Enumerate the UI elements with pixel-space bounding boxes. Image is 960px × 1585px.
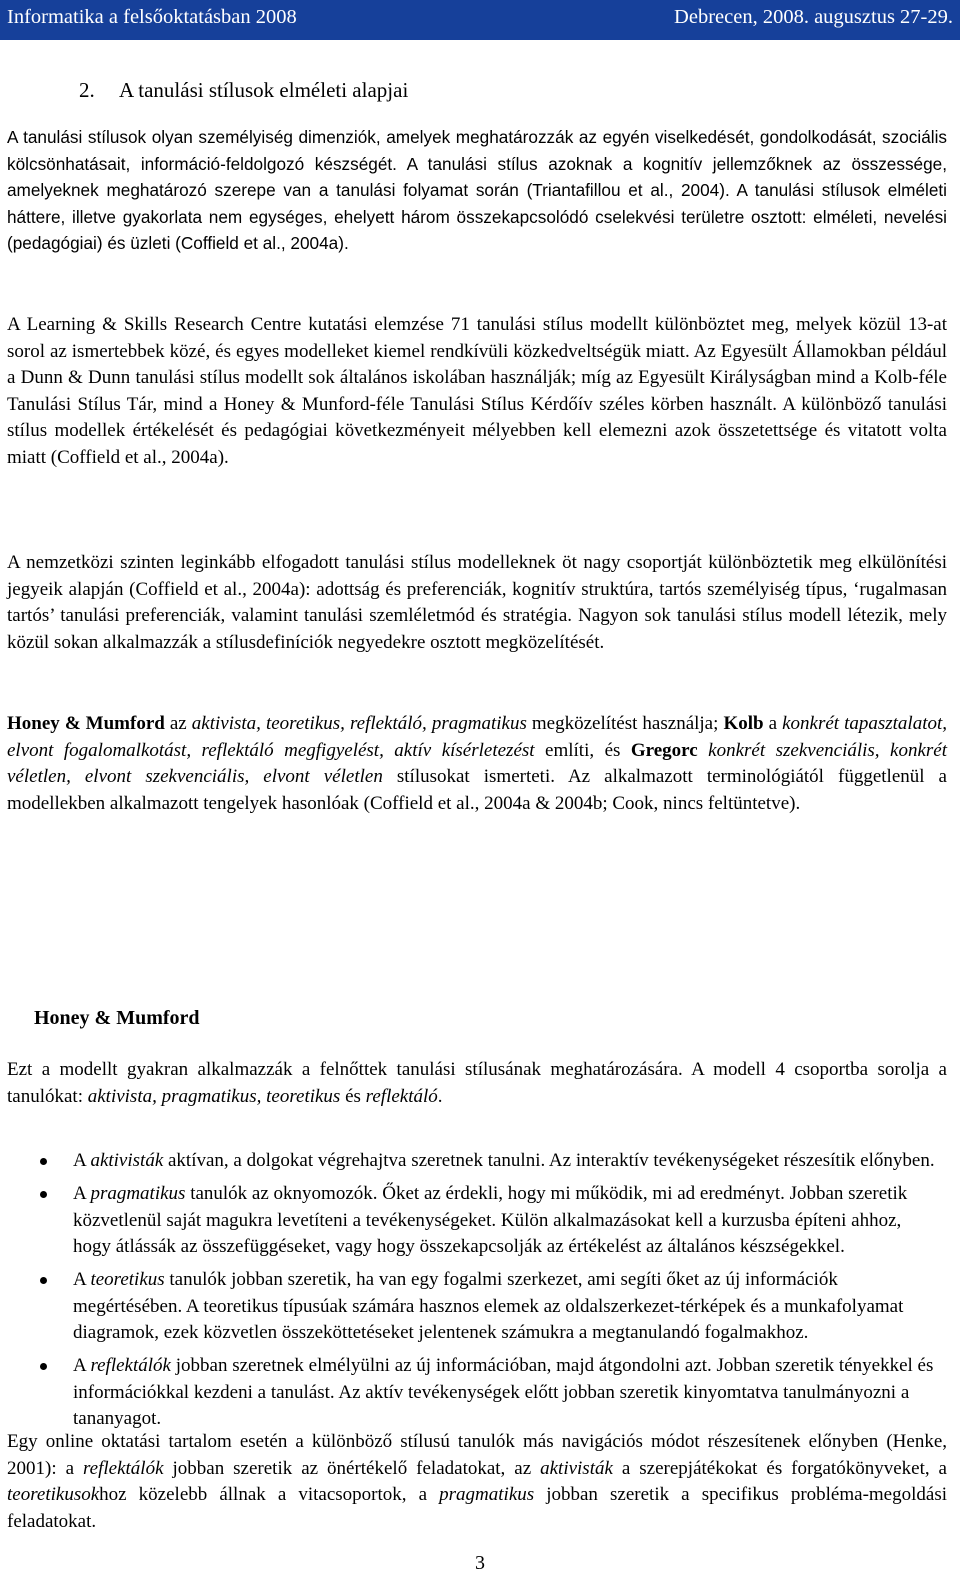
bullet-icon: [40, 1277, 47, 1284]
bullet-icon: [40, 1363, 47, 1370]
bullet-1-text-a: A: [73, 1150, 91, 1171]
p4-italic-1: aktivista, teoretikus, reflektáló, pragmatikus: [191, 713, 527, 734]
paragraph-3-block: [7, 550, 947, 656]
paragraph-5-block: [7, 1057, 947, 1110]
p6-italic-1: reflektálók: [82, 1457, 164, 1479]
p4-text-2: megközelítést használja;: [526, 713, 724, 734]
p4-text-1: az: [164, 713, 192, 734]
p4-text-5: [698, 740, 708, 761]
paragraph-4: [7, 711, 947, 817]
p4-gregorc: Gregorc: [630, 739, 698, 761]
p5-text-3: .: [437, 1085, 443, 1107]
bullet-2-text-a: A: [73, 1183, 91, 1204]
subheading-honey-mumford: Honey & Mumford: [34, 1007, 200, 1029]
p6-text-4: hoz közelebb állnak a vitacsoportok, a: [99, 1484, 440, 1505]
p4-kolb: Kolb: [723, 713, 764, 734]
page-header: [0, 0, 960, 40]
paragraph-1: A tanulási stílusok olyan személyiség dimenziók, amelyek meghatározzák az egyén viselkedését, gondolkodását, szociális kölcsönhatásait, információ-feldolgozó készségét. A tanulási stílus azoknak a kognitív jellemzőknek az összessége, amelyeknek meghatározó szerepe van a tanulási folyamat során (Triantafillou et al., 2004). A tanulási stílusok elméleti háttere, illetve gyakorlata nem egységes, ehelyett három összekapcsolódó cselekvési területre osztott: elméleti, nevelési (pedagógiai) és üzleti (Coffield et al., 2004a).: [7, 127, 947, 253]
bullet-icon: [40, 1158, 47, 1165]
p6-text-2: jobban szeretik az önértékelő feladatokat, az: [163, 1457, 541, 1479]
p4-text-4: említi, és: [534, 739, 631, 761]
list-item: [40, 1353, 940, 1433]
bullet-3-text-b: tanulók jobban szeretik, ha van egy fogalmi szerkezet, ami segíti őket az új információk megértésében. A teoretikus típusúak számára hasznos elemek az oldalszerkezet-térképek és a munkafolyamat diagramok, ezek közvetlen összeköttetéseket jelentenek számukra a megtanulandó fogalmakhoz.: [73, 1269, 904, 1343]
bullet-2-italic: pragmatikus: [90, 1183, 186, 1204]
bullet-4-text-a: A: [73, 1355, 91, 1376]
bullet-icon: [40, 1191, 47, 1198]
bullet-4-text-b: jobban szeretnek elmélyülni az új információban, majd átgondolni azt. Jobban szeretik tényekkel és információkkal kezdeni a tanulást. Az aktív tevékenységek előtt jobban szeretik kinyomtatva tanulmányozni a tananyagot.: [73, 1355, 934, 1429]
paragraph-2-block: [7, 312, 947, 471]
paragraph-6: [7, 1429, 947, 1535]
list-item: [40, 1148, 940, 1175]
bullet-3-italic: teoretikus: [90, 1269, 165, 1290]
paragraph-1-block: [7, 124, 947, 257]
p6-text-3: a szerepjátékokat és forgatókönyveket, a: [612, 1457, 947, 1479]
page-number: [0, 1552, 960, 1575]
p5-text-2: és: [340, 1085, 366, 1107]
learner-types-list: [40, 1148, 940, 1439]
section-number: 2.: [79, 78, 95, 102]
paragraph-2: A Learning & Skills Research Centre kutatási elemzése 71 tanulási stílus modellt különböztet meg, melyek közül 13-at sorol az ismertebbek közé, és egyes modelleket kiemel rendkívüli közkedveltségük miatt. Az Egyesült Államokban például a Dunn & Dunn tanulási stílus modellt sok általános iskolában használják; míg az Egyesült Királyságban mind a Kolb-féle Tanulási Stílus Tár, mind a Honey & Munford-féle Tanulási Stílus Kérdőív széles körben használt. A különböző tanulási stílus modellek értékelését és pedagógiai következményeit mélyebben kell elemezni azok összetettsége és vitatott volta miatt (Coffield et al., 2004a).: [7, 314, 947, 468]
bullet-1-text-b: aktívan, a dolgokat végrehajtva szeretnek tanulni. Az interaktív tevékenységeket részesítik előnyben.: [163, 1150, 935, 1171]
list-item: [40, 1181, 940, 1261]
p4-italic-3: konkrét szekvenciális, konkrét véletlen, elvont szekvenciális, elvont véletlen: [7, 739, 947, 787]
p6-text-1: Egy online oktatási tartalom esetén a különböző stílusú tanulók más navigációs módot részesítenek előnyben (Henke, 2001): a: [7, 1431, 947, 1479]
bullet-1-italic: aktivisták: [90, 1150, 164, 1171]
section-title-text: A tanulási stílusok elméleti alapjai: [119, 78, 409, 102]
p4-honey-mumford: Honey & Mumford: [7, 713, 165, 734]
p4-text-6: stílusokat ismerteti. Az alkalmazott terminológiától függetlenül a modellekben alkalmazott tengelyek hasonlóak (Coffield et al., 2004a & 2004b; Cook, nincs feltüntetve).: [7, 766, 947, 814]
p6-text-5: jobban szeretik a specifikus probléma-megoldási feladatokat.: [7, 1484, 947, 1532]
header-place-date: Debrecen, 2008. augusztus 27-29.: [674, 6, 953, 28]
paragraph-5: [7, 1057, 947, 1110]
p6-italic-3: teoretikusok: [7, 1484, 100, 1505]
page-number-text: 3: [475, 1552, 485, 1574]
p5-italic-2: reflektáló: [365, 1085, 438, 1107]
header-conference-title: Informatika a felsőoktatásban 2008: [7, 6, 297, 28]
paragraph-3: A nemzetközi szinten leginkább elfogadott tanulási stílus modelleknek öt nagy csoportját különböztetik meg elkülönítési jegyeik alapján (Coffield et al., 2004a): adottság és preferenciák, kognitív struktúra, tartós személyiség típus, ‘rugalmasan tartós’ tanulási preferenciák, valamint tanulási szemléletmód és stratégia. Nagyon sok tanulási stílus modell létezik, mely közül sokan alkalmazzák a stílusdefiníciók negyedekre osztott megközelítését.: [7, 552, 947, 653]
paragraph-6-block: [7, 1429, 947, 1535]
p6-italic-4: pragmatikus: [439, 1484, 535, 1505]
p4-text-3: a: [763, 713, 783, 734]
p4-italic-2: konkrét tapasztalatot, elvont fogalomalkotást, reflektáló megfigyelést, aktív kísérletezést: [7, 713, 948, 761]
bullet-4-italic: reflektálók: [90, 1355, 171, 1376]
p5-text-1: Ezt a modellt gyakran alkalmazzák a felnőttek tanulási stílusának meghatározására. A modell 4 csoportba sorolja a tanulókat:: [7, 1059, 947, 1107]
list-item: [40, 1267, 940, 1347]
bullet-2-text-b: tanulók az oknyomozók. Őket az érdekli, hogy mi működik, mi ad eredményt. Jobban szeretik közvetlenül saját magukra levetíteni a tevékenységeket. Külön alkalmazásokat kell a kurzusba építeni ahhoz, hogy átlássák az összefüggéseket, vagy hogy összekapcsolják az értékelést az általános készségekkel.: [73, 1183, 908, 1257]
section-title: [79, 78, 408, 103]
bullet-3-text-a: A: [73, 1269, 91, 1290]
paragraph-4-block: [7, 711, 947, 817]
p5-italic-1: aktivista, pragmatikus, teoretikus: [87, 1085, 341, 1107]
p6-italic-2: aktivisták: [540, 1457, 613, 1479]
